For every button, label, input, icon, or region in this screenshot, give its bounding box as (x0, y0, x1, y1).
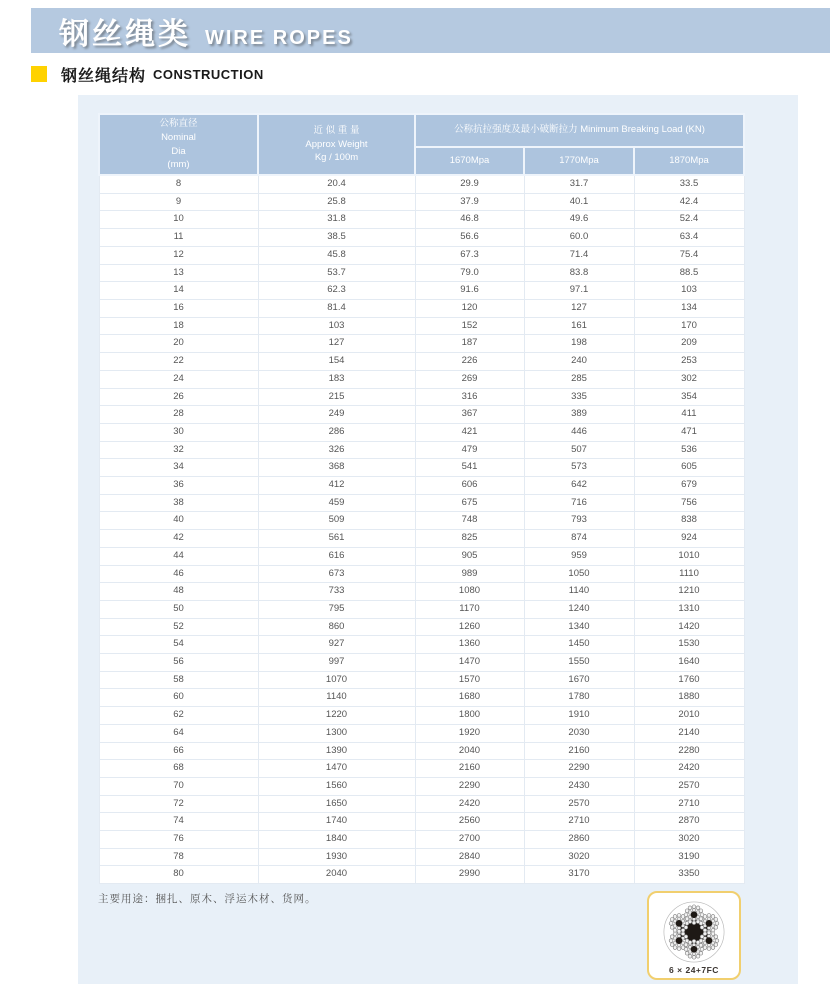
yellow-bullet-icon (31, 66, 47, 82)
table-row (99, 831, 744, 849)
table-cell: 32 (99, 441, 258, 459)
table-row (99, 707, 744, 725)
header-dia-en1: Nominal (161, 131, 196, 143)
table-cell: 12 (99, 246, 258, 264)
table-cell: 389 (524, 406, 634, 424)
table-cell: 152 (415, 317, 524, 335)
header-dia-en2: Dia (171, 145, 186, 157)
table-cell: 24 (99, 370, 258, 388)
table-cell: 795 (258, 600, 415, 618)
table-cell: 253 (634, 353, 744, 371)
table-cell: 269 (415, 370, 524, 388)
table-cell: 642 (524, 477, 634, 495)
table-cell: 573 (524, 459, 634, 477)
table-cell: 9 (99, 193, 258, 211)
header-dia-zh: 公称直径 (159, 118, 198, 129)
table-header (99, 114, 744, 175)
table-cell: 507 (524, 441, 634, 459)
table-cell: 1840 (258, 831, 415, 849)
table-cell: 756 (634, 494, 744, 512)
table-cell: 91.6 (415, 282, 524, 300)
table-cell: 2280 (634, 742, 744, 760)
table-cell: 154 (258, 353, 415, 371)
table-row (99, 317, 744, 335)
table-cell: 81.4 (258, 299, 415, 317)
table-cell: 1570 (415, 671, 524, 689)
table-cell: 1910 (524, 707, 634, 725)
table-cell: 2700 (415, 831, 524, 849)
table-cell: 411 (634, 406, 744, 424)
table-cell: 1140 (258, 689, 415, 707)
table-cell: 127 (524, 299, 634, 317)
table-cell: 3350 (634, 866, 744, 884)
rope-construction-label: 6 × 24+7FC (669, 965, 719, 975)
table-row (99, 636, 744, 654)
table-cell: 3170 (524, 866, 634, 884)
table-cell: 716 (524, 494, 634, 512)
table-cell: 905 (415, 547, 524, 565)
table-cell: 18 (99, 317, 258, 335)
table-cell: 1420 (634, 618, 744, 636)
table-cell: 541 (415, 459, 524, 477)
table-cell: 249 (258, 406, 415, 424)
table-cell: 1260 (415, 618, 524, 636)
table-cell: 1240 (524, 600, 634, 618)
table-cell: 83.8 (524, 264, 634, 282)
table-cell: 50 (99, 600, 258, 618)
table-cell: 58 (99, 671, 258, 689)
table-cell: 616 (258, 547, 415, 565)
table-row (99, 654, 744, 672)
table-cell: 1760 (634, 671, 744, 689)
table-cell: 2030 (524, 724, 634, 742)
table-cell: 459 (258, 494, 415, 512)
table-cell: 1470 (415, 654, 524, 672)
table-cell: 76 (99, 831, 258, 849)
table-cell: 860 (258, 618, 415, 636)
table-cell: 606 (415, 477, 524, 495)
rope-cross-section-card (647, 891, 741, 980)
table-cell: 74 (99, 813, 258, 831)
table-cell: 16 (99, 299, 258, 317)
table-cell: 209 (634, 335, 744, 353)
table-cell: 285 (524, 370, 634, 388)
table-cell: 1360 (415, 636, 524, 654)
table-row (99, 600, 744, 618)
column-header-1670mpa: 1670Mpa (415, 147, 524, 176)
table-body (99, 175, 744, 884)
table-cell: 40 (99, 512, 258, 530)
table-cell: 54 (99, 636, 258, 654)
table-cell: 31.8 (258, 211, 415, 229)
table-cell: 2570 (634, 777, 744, 795)
table-cell: 103 (258, 317, 415, 335)
table-cell: 2710 (524, 813, 634, 831)
table-cell: 412 (258, 477, 415, 495)
table-cell: 1210 (634, 583, 744, 601)
table-cell: 62 (99, 707, 258, 725)
table-row (99, 246, 744, 264)
table-cell: 34 (99, 459, 258, 477)
table-row (99, 388, 744, 406)
table-cell: 46.8 (415, 211, 524, 229)
table-cell: 509 (258, 512, 415, 530)
table-cell: 2420 (634, 760, 744, 778)
table-cell: 45.8 (258, 246, 415, 264)
table-cell: 316 (415, 388, 524, 406)
table-row (99, 530, 744, 548)
table-cell: 1390 (258, 742, 415, 760)
table-cell: 748 (415, 512, 524, 530)
table-cell: 326 (258, 441, 415, 459)
table-cell: 52 (99, 618, 258, 636)
table-cell: 2040 (415, 742, 524, 760)
table-cell: 335 (524, 388, 634, 406)
table-cell: 44 (99, 547, 258, 565)
table-cell: 1800 (415, 707, 524, 725)
table-cell: 20 (99, 335, 258, 353)
table-row (99, 777, 744, 795)
table-cell: 26 (99, 388, 258, 406)
table-cell: 31.7 (524, 175, 634, 193)
table-cell: 56.6 (415, 229, 524, 247)
table-row (99, 813, 744, 831)
table-cell: 60 (99, 689, 258, 707)
table-cell: 1780 (524, 689, 634, 707)
table-cell: 79.0 (415, 264, 524, 282)
table-cell: 959 (524, 547, 634, 565)
table-cell: 63.4 (634, 229, 744, 247)
table-cell: 1650 (258, 795, 415, 813)
table-cell: 42 (99, 530, 258, 548)
table-cell: 1550 (524, 654, 634, 672)
table-cell: 1670 (524, 671, 634, 689)
table-cell: 88.5 (634, 264, 744, 282)
table-cell: 226 (415, 353, 524, 371)
table-cell: 793 (524, 512, 634, 530)
table-cell: 446 (524, 423, 634, 441)
table-row (99, 441, 744, 459)
table-row (99, 211, 744, 229)
table-cell: 70 (99, 777, 258, 795)
table-row (99, 459, 744, 477)
table-cell: 997 (258, 654, 415, 672)
table-cell: 72 (99, 795, 258, 813)
page-title-chinese: 钢丝绳类 (59, 18, 191, 51)
section-heading (31, 63, 264, 85)
table-cell: 64 (99, 724, 258, 742)
table-cell: 20.4 (258, 175, 415, 193)
table-cell: 3190 (634, 848, 744, 866)
column-header-breaking-load: 公称抗拉强度及最小破断拉力 Minimum Breaking Load (KN) (415, 114, 744, 147)
rope-cross-section-icon (661, 900, 727, 964)
table-cell: 49.6 (524, 211, 634, 229)
table-cell: 927 (258, 636, 415, 654)
table-cell: 1050 (524, 565, 634, 583)
table-cell: 36 (99, 477, 258, 495)
table-cell: 183 (258, 370, 415, 388)
table-cell: 170 (634, 317, 744, 335)
table-cell: 52.4 (634, 211, 744, 229)
table-cell: 673 (258, 565, 415, 583)
table-cell: 2420 (415, 795, 524, 813)
table-cell: 127 (258, 335, 415, 353)
column-header-weight (258, 114, 415, 175)
table-cell: 3020 (524, 848, 634, 866)
table-cell: 1680 (415, 689, 524, 707)
table-cell: 1070 (258, 671, 415, 689)
table-row (99, 423, 744, 441)
table-cell: 1170 (415, 600, 524, 618)
table-cell: 1640 (634, 654, 744, 672)
table-cell: 13 (99, 264, 258, 282)
table-row (99, 848, 744, 866)
table-cell: 367 (415, 406, 524, 424)
table-cell: 675 (415, 494, 524, 512)
table-cell: 605 (634, 459, 744, 477)
table-cell: 825 (415, 530, 524, 548)
table-cell: 28 (99, 406, 258, 424)
table-cell: 1140 (524, 583, 634, 601)
section-title-chinese: 钢丝绳结构 (61, 67, 147, 85)
table-cell: 8 (99, 175, 258, 193)
table-cell: 2570 (524, 795, 634, 813)
table-cell: 37.9 (415, 193, 524, 211)
table-cell: 1340 (524, 618, 634, 636)
table-cell: 40.1 (524, 193, 634, 211)
header-dia-en3: (mm) (167, 159, 190, 171)
table-row (99, 760, 744, 778)
table-row (99, 565, 744, 583)
table-cell: 1470 (258, 760, 415, 778)
table-cell: 53.7 (258, 264, 415, 282)
column-header-1770mpa: 1770Mpa (524, 147, 634, 176)
table-cell: 25.8 (258, 193, 415, 211)
table-cell: 479 (415, 441, 524, 459)
table-cell: 2290 (415, 777, 524, 795)
table-row (99, 264, 744, 282)
table-cell: 679 (634, 477, 744, 495)
table-row (99, 547, 744, 565)
table-cell: 198 (524, 335, 634, 353)
table-row (99, 866, 744, 884)
table-cell: 302 (634, 370, 744, 388)
table-cell: 11 (99, 229, 258, 247)
content-panel (78, 95, 798, 984)
table-row (99, 353, 744, 371)
table-cell: 14 (99, 282, 258, 300)
table-cell: 215 (258, 388, 415, 406)
table-row (99, 406, 744, 424)
table-cell: 561 (258, 530, 415, 548)
table-cell: 1450 (524, 636, 634, 654)
table-cell: 2010 (634, 707, 744, 725)
table-cell: 2140 (634, 724, 744, 742)
table-cell: 240 (524, 353, 634, 371)
header-weight-en2: Kg / 100m (314, 152, 359, 164)
table-cell: 67.3 (415, 246, 524, 264)
table-cell: 536 (634, 441, 744, 459)
table-cell: 2290 (524, 760, 634, 778)
table-cell: 56 (99, 654, 258, 672)
usage-note: 主要用途：捆扎、原木、浮运木材、货网。 (98, 893, 317, 905)
table-row (99, 512, 744, 530)
table-row (99, 282, 744, 300)
table-cell: 10 (99, 211, 258, 229)
table-row (99, 494, 744, 512)
table-cell: 1530 (634, 636, 744, 654)
table-row (99, 724, 744, 742)
table-cell: 1560 (258, 777, 415, 795)
table-cell: 471 (634, 423, 744, 441)
table-cell: 1930 (258, 848, 415, 866)
table-cell: 2040 (258, 866, 415, 884)
table-row (99, 299, 744, 317)
table-cell: 187 (415, 335, 524, 353)
table-cell: 120 (415, 299, 524, 317)
table-cell: 48 (99, 583, 258, 601)
table-cell: 97.1 (524, 282, 634, 300)
table-row (99, 193, 744, 211)
table-row (99, 335, 744, 353)
table-cell: 421 (415, 423, 524, 441)
table-row (99, 689, 744, 707)
header-weight-zh: 近 似 重 量 (313, 124, 360, 136)
table-cell: 78 (99, 848, 258, 866)
table-cell: 29.9 (415, 175, 524, 193)
table-cell: 1740 (258, 813, 415, 831)
table-cell: 46 (99, 565, 258, 583)
table-cell: 1220 (258, 707, 415, 725)
table-cell: 1880 (634, 689, 744, 707)
table-cell: 2160 (415, 760, 524, 778)
table-cell: 134 (634, 299, 744, 317)
table-row (99, 795, 744, 813)
table-cell: 42.4 (634, 193, 744, 211)
table-cell: 33.5 (634, 175, 744, 193)
table-cell: 733 (258, 583, 415, 601)
column-header-diameter (99, 114, 258, 175)
table-cell: 874 (524, 530, 634, 548)
table-cell: 1310 (634, 600, 744, 618)
table-cell: 71.4 (524, 246, 634, 264)
table-cell: 1110 (634, 565, 744, 583)
table-cell: 30 (99, 423, 258, 441)
table-cell: 60.0 (524, 229, 634, 247)
page-title-english: WIRE ROPES (205, 27, 353, 49)
table-cell: 38 (99, 494, 258, 512)
table-row (99, 583, 744, 601)
table-row (99, 671, 744, 689)
table-cell: 80 (99, 866, 258, 884)
table-cell: 838 (634, 512, 744, 530)
header-weight-en1: Approx Weight (305, 138, 368, 150)
table-cell: 38.5 (258, 229, 415, 247)
table-cell: 2860 (524, 831, 634, 849)
table-cell: 22 (99, 353, 258, 371)
table-cell: 2990 (415, 866, 524, 884)
table-cell: 75.4 (634, 246, 744, 264)
table-cell: 2430 (524, 777, 634, 795)
page-title-bar (31, 8, 830, 53)
table-cell: 68 (99, 760, 258, 778)
column-header-1870mpa: 1870Mpa (634, 147, 744, 176)
table-cell: 1300 (258, 724, 415, 742)
section-title-english: CONSTRUCTION (153, 66, 264, 82)
table-row (99, 229, 744, 247)
table-cell: 368 (258, 459, 415, 477)
table-cell: 103 (634, 282, 744, 300)
table-cell: 2710 (634, 795, 744, 813)
table-cell: 62.3 (258, 282, 415, 300)
table-cell: 989 (415, 565, 524, 583)
table-cell: 354 (634, 388, 744, 406)
table-cell: 3020 (634, 831, 744, 849)
table-row (99, 618, 744, 636)
table-cell: 2160 (524, 742, 634, 760)
table-row (99, 175, 744, 193)
table-cell: 1010 (634, 547, 744, 565)
table-row (99, 742, 744, 760)
table-cell: 161 (524, 317, 634, 335)
table-cell: 1080 (415, 583, 524, 601)
table-cell: 286 (258, 423, 415, 441)
table-cell: 66 (99, 742, 258, 760)
table-row (99, 477, 744, 495)
table-cell: 2870 (634, 813, 744, 831)
table-cell: 2840 (415, 848, 524, 866)
table-cell: 1920 (415, 724, 524, 742)
table-row (99, 370, 744, 388)
wire-rope-spec-table (98, 113, 745, 884)
table-cell: 924 (634, 530, 744, 548)
table-cell: 2560 (415, 813, 524, 831)
